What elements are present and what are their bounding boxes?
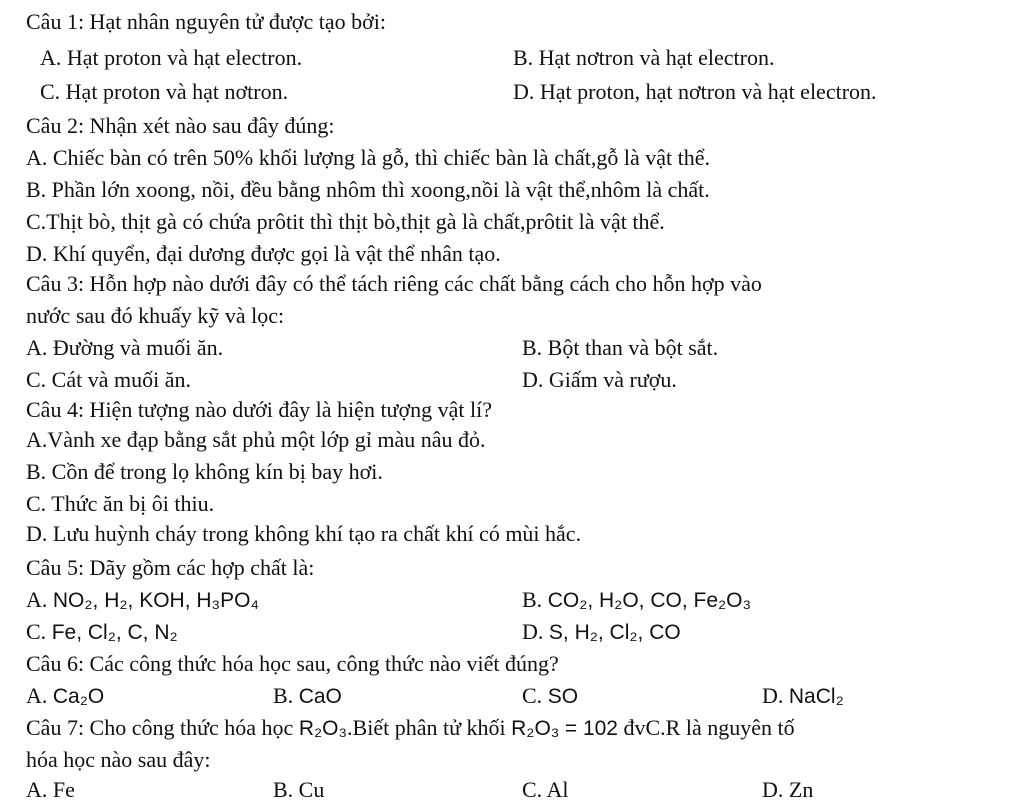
question-7-stem-continued bbox=[0, 744, 1024, 776]
question-1-option-c: C. Hạt proton và hạt nơtron. bbox=[40, 79, 289, 104]
question-2-stem: Câu 2: Nhận xét nào sau đây đúng: bbox=[26, 113, 335, 138]
formula: CaO bbox=[298, 685, 342, 708]
question-1-option-a: A. Hạt proton và hạt electron. bbox=[40, 45, 303, 70]
question-3-stem-line-2: nước sau đó khuấy kỹ và lọc: bbox=[26, 303, 285, 328]
question-4-option-d-row bbox=[0, 518, 1024, 550]
question-6-option-a bbox=[26, 680, 104, 713]
question-7-option-b: B. Cu bbox=[273, 777, 325, 802]
question-5-options-row-1 bbox=[0, 584, 1024, 616]
question-1-option-b: B. Hạt nơtron và hạt electron. bbox=[513, 45, 775, 70]
question-3-options-row-2 bbox=[0, 364, 1024, 396]
question-4-option-a-row bbox=[0, 424, 1024, 456]
question-7 bbox=[0, 712, 1024, 744]
question-5-option-d bbox=[522, 616, 681, 649]
formula: NO₂, H₂, KOH, H₃PO₄ bbox=[52, 589, 260, 612]
question-7-stem-post: đvC.R là nguyên tố bbox=[623, 715, 795, 740]
question-7-options-row bbox=[0, 774, 1024, 806]
question-2-option-d: D. Khí quyển, đại dương được gọi là vật thể nhân tạo. bbox=[26, 241, 501, 266]
question-6 bbox=[0, 648, 1024, 680]
option-label: B. bbox=[522, 587, 543, 612]
question-7-stem-mid: .Biết phân tử khối bbox=[347, 715, 506, 740]
question-5-options-row-2 bbox=[0, 616, 1024, 648]
question-7-stem-line-1 bbox=[26, 712, 795, 745]
question-4-option-c: C. Thức ăn bị ôi thiu. bbox=[26, 491, 215, 516]
question-5-option-a bbox=[26, 584, 259, 617]
question-1 bbox=[0, 6, 1024, 38]
formula: CO₂, H₂O, CO, Fe₂O₃ bbox=[547, 589, 752, 612]
question-7-option-a: A. Fe bbox=[26, 777, 75, 802]
question-6-option-b bbox=[273, 680, 342, 713]
question-1-options-row-1 bbox=[0, 42, 1024, 74]
question-3-option-b: B. Bột than và bột sắt. bbox=[522, 335, 719, 360]
question-3 bbox=[0, 268, 1024, 300]
molar-mass-value: = 102 bbox=[564, 717, 618, 740]
option-label: A. bbox=[26, 587, 48, 612]
question-4-stem: Câu 4: Hiện tượng nào dưới đây là hiện tượng vật lí? bbox=[26, 397, 492, 422]
question-7-option-d: D. Zn bbox=[762, 777, 814, 802]
question-2 bbox=[0, 110, 1024, 142]
question-2-option-a: A. Chiếc bàn có trên 50% khối lượng là gỗ, thì chiếc bàn là chất,gỗ là vật thể. bbox=[26, 145, 710, 170]
formula: R₂O₃ bbox=[298, 717, 348, 740]
formula: S, H₂, Cl₂, CO bbox=[548, 621, 681, 644]
question-2-option-b: B. Phần lớn xoong, nồi, đều bằng nhôm thì xoong,nồi là vật thể,nhôm là chất. bbox=[26, 177, 710, 202]
question-6-options-row bbox=[0, 680, 1024, 712]
question-2-option-d-row bbox=[0, 238, 1024, 270]
question-7-stem-pre: Câu 7: Cho công thức hóa học bbox=[26, 715, 294, 740]
question-3-option-c: C. Cát và muối ăn. bbox=[26, 367, 191, 392]
question-4-option-c-row bbox=[0, 488, 1024, 520]
question-7-option-c: C. Al bbox=[522, 777, 569, 802]
question-6-stem: Câu 6: Các công thức hóa học sau, công thức nào viết đúng? bbox=[26, 651, 559, 676]
question-5-stem: Câu 5: Dãy gồm các hợp chất là: bbox=[26, 555, 315, 580]
question-4-option-b-row bbox=[0, 456, 1024, 488]
question-4 bbox=[0, 394, 1024, 426]
formula: Fe, Cl₂, C, N₂ bbox=[51, 621, 178, 644]
question-6-option-d bbox=[762, 680, 844, 713]
question-4-option-d: D. Lưu huỳnh cháy trong không khí tạo ra chất khí có mùi hắc. bbox=[26, 521, 582, 546]
question-4-option-a: A.Vành xe đạp bằng sắt phủ một lớp gỉ màu nâu đỏ. bbox=[26, 427, 486, 452]
question-3-option-d: D. Giấm và rượu. bbox=[522, 367, 677, 392]
option-label: D. bbox=[762, 683, 784, 708]
formula: Ca₂O bbox=[52, 685, 105, 708]
question-5 bbox=[0, 552, 1024, 584]
option-label: C. bbox=[26, 619, 47, 644]
question-5-option-b bbox=[522, 584, 751, 617]
question-6-option-c bbox=[522, 680, 578, 713]
option-label: C. bbox=[522, 683, 543, 708]
question-4-option-b: B. Cồn để trong lọ không kín bị bay hơi. bbox=[26, 459, 383, 484]
formula: R₂O₃ bbox=[511, 717, 560, 740]
question-2-option-c-row bbox=[0, 206, 1024, 238]
option-label: D. bbox=[522, 619, 544, 644]
question-3-options-row-1 bbox=[0, 332, 1024, 364]
question-5-option-c bbox=[26, 616, 178, 649]
question-2-option-b-row bbox=[0, 174, 1024, 206]
option-label: B. bbox=[273, 683, 294, 708]
formula: NaCl₂ bbox=[788, 685, 844, 708]
question-2-option-c: C.Thịt bò, thịt gà có chứa prôtit thì thịt bò,thịt gà là chất,prôtit là vật thể. bbox=[26, 209, 665, 234]
question-3-option-a: A. Đường và muối ăn. bbox=[26, 335, 224, 360]
question-3-stem-continued bbox=[0, 300, 1024, 332]
question-1-option-d: D. Hạt proton, hạt nơtron và hạt electron. bbox=[513, 79, 877, 104]
question-2-option-a-row bbox=[0, 142, 1024, 174]
question-1-options-row-2 bbox=[0, 76, 1024, 108]
formula: SO bbox=[547, 685, 579, 708]
option-label: A. bbox=[26, 683, 48, 708]
question-7-stem-line-2: hóa học nào sau đây: bbox=[26, 747, 211, 772]
question-1-stem: Câu 1: Hạt nhân nguyên tử được tạo bởi: bbox=[26, 9, 386, 34]
question-3-stem-line-1: Câu 3: Hỗn hợp nào dưới đây có thể tách riêng các chất bằng cách cho hỗn hợp vào bbox=[26, 271, 762, 296]
